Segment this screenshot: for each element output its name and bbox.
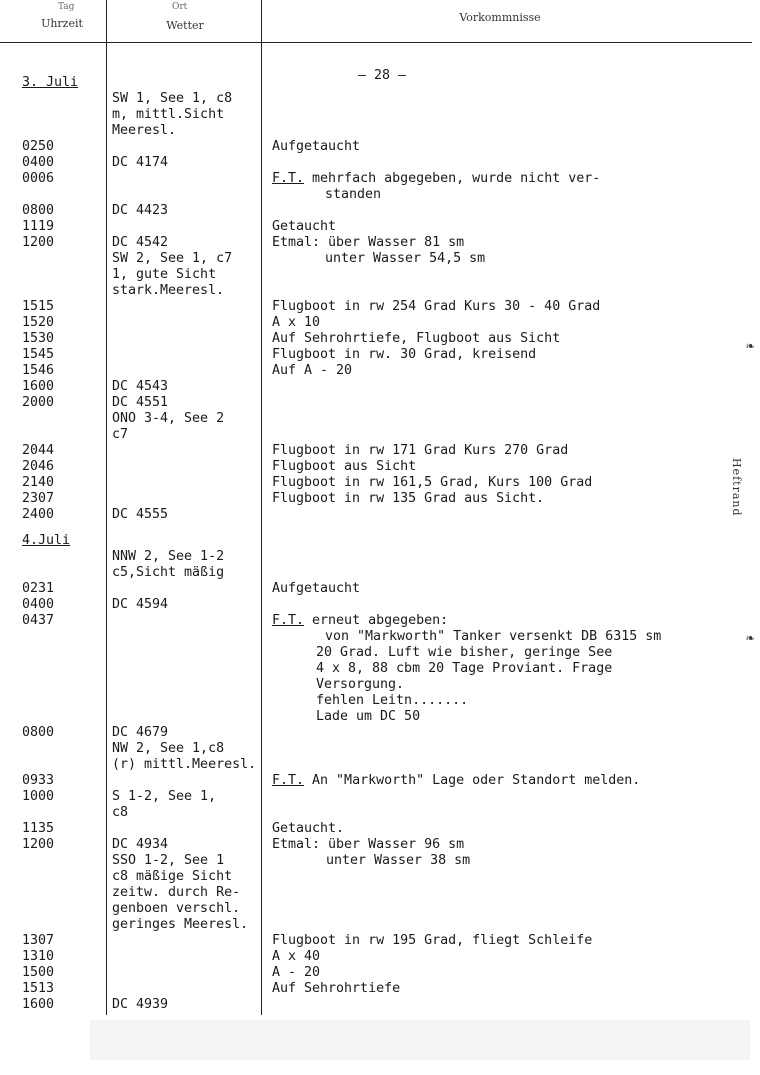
- entry-event: Versorgung.: [316, 677, 405, 692]
- entry-event: von "Markworth" Tanker versenkt DB 6315 sm: [325, 629, 662, 644]
- entry-weather: genboen verschl.: [112, 901, 241, 916]
- entry-time: 2046: [22, 459, 55, 474]
- entry-weather: SW 2, See 1, c7: [112, 251, 233, 266]
- entry-event: F.T. An "Markworth" Lage oder Standort melden.: [272, 773, 641, 788]
- entry-time: 2140: [22, 475, 55, 490]
- entry-weather: geringes Meeresl.: [112, 917, 249, 932]
- header-place: Ort: [172, 2, 188, 12]
- entry-event: Flugboot in rw 254 Grad Kurs 30 - 40 Grad: [272, 299, 601, 314]
- entry-time: 2400: [22, 507, 55, 522]
- entry-time: 1119: [22, 219, 55, 234]
- entry-event: Getaucht: [272, 219, 337, 234]
- entry-event: 20 Grad. Luft wie bisher, geringe See: [316, 645, 613, 660]
- entry-time: 0231: [22, 581, 55, 596]
- entry-time: 0933: [22, 773, 55, 788]
- entry-event: Flugboot in rw 171 Grad Kurs 270 Grad: [272, 443, 569, 458]
- entry-event: unter Wasser 54,5 sm: [325, 251, 486, 266]
- entry-weather: 1, gute Sicht: [112, 267, 217, 282]
- entry-weather: Meeresl.: [112, 123, 177, 138]
- entry-time: 0437: [22, 613, 55, 628]
- entry-event: Etmal: über Wasser 81 sm: [272, 235, 465, 250]
- entry-event: Flugboot aus Sicht: [272, 459, 417, 474]
- entry-event: A x 40: [272, 949, 321, 964]
- page-number: — 28 —: [358, 68, 407, 83]
- entry-event: Flugboot in rw 135 Grad aus Sicht.: [272, 491, 545, 506]
- entry-time: 1200: [22, 837, 55, 852]
- punch-mark-icon: ❧: [746, 630, 755, 646]
- entry-time: 0800: [22, 203, 55, 218]
- entry-time: 1500: [22, 965, 55, 980]
- entry-time: 2307: [22, 491, 55, 506]
- header-time: Uhrzeit: [41, 17, 83, 30]
- entry-weather: DC 4174: [112, 155, 169, 170]
- entry-weather: c8: [112, 805, 129, 820]
- entry-time: 1530: [22, 331, 55, 346]
- entry-event: Etmal: über Wasser 96 sm: [272, 837, 465, 852]
- entry-weather: NNW 2, See 1-2: [112, 549, 225, 564]
- entry-time: 0800: [22, 725, 55, 740]
- entry-event: Auf Sehrohrtiefe, Flugboot aus Sicht: [272, 331, 561, 346]
- entry-weather: DC 4551: [112, 395, 169, 410]
- entry-event: F.T. erneut abgegeben:: [272, 613, 449, 628]
- column-divider-right: [261, 0, 262, 1015]
- entry-weather: (r) mittl.Meeresl.: [112, 757, 257, 772]
- header-weather: Wetter: [166, 19, 204, 32]
- entry-weather: zeitw. durch Re-: [112, 885, 241, 900]
- entry-time: 1310: [22, 949, 55, 964]
- entry-weather: SW 1, See 1, c8: [112, 91, 233, 106]
- entry-time: 1307: [22, 933, 55, 948]
- header-rule: [0, 42, 752, 43]
- entry-time: 0250: [22, 139, 55, 154]
- entry-event: Flugboot in rw 195 Grad, fliegt Schleife: [272, 933, 593, 948]
- entry-time: 1000: [22, 789, 55, 804]
- entry-time: 1520: [22, 315, 55, 330]
- entry-event: A x 10: [272, 315, 321, 330]
- entry-date: 4.Juli: [22, 533, 71, 548]
- entry-event: Aufgetaucht: [272, 139, 361, 154]
- entry-weather: DC 4555: [112, 507, 169, 522]
- punch-mark-icon: ❧: [746, 338, 755, 354]
- entry-time: 1545: [22, 347, 55, 362]
- entry-weather: SSO 1-2, See 1: [112, 853, 225, 868]
- entry-time: 1546: [22, 363, 55, 378]
- entry-time: 1200: [22, 235, 55, 250]
- entry-weather: m, mittl.Sicht: [112, 107, 225, 122]
- entry-weather: DC 4543: [112, 379, 169, 394]
- entry-weather: DC 4542: [112, 235, 169, 250]
- entry-weather: c8 mäßige Sicht: [112, 869, 233, 884]
- column-divider-left: [106, 0, 107, 1015]
- entry-event: 4 x 8, 88 cbm 20 Tage Proviant. Frage: [316, 661, 613, 676]
- entry-event: Flugboot in rw. 30 Grad, kreisend: [272, 347, 537, 362]
- entry-weather: DC 4939: [112, 997, 169, 1012]
- entry-weather: DC 4679: [112, 725, 169, 740]
- entry-time: 0006: [22, 171, 55, 186]
- scan-noise: [90, 1020, 750, 1060]
- entry-event: Lade um DC 50: [316, 709, 421, 724]
- entry-weather: S 1-2, See 1,: [112, 789, 217, 804]
- entry-time: 1515: [22, 299, 55, 314]
- entry-event: unter Wasser 38 sm: [326, 853, 471, 868]
- entry-time: 0400: [22, 155, 55, 170]
- entry-weather: ONO 3-4, See 2: [112, 411, 225, 426]
- entry-event: Flugboot in rw 161,5 Grad, Kurs 100 Grad: [272, 475, 593, 490]
- entry-event: Auf A - 20: [272, 363, 353, 378]
- entry-time: 1600: [22, 379, 55, 394]
- entry-time: 1135: [22, 821, 55, 836]
- entry-time: 2000: [22, 395, 55, 410]
- entry-event: fehlen Leitn.......: [316, 693, 469, 708]
- entry-event: F.T. mehrfach abgegeben, wurde nicht ver-: [272, 171, 601, 186]
- entry-weather: stark.Meeresl.: [112, 283, 225, 298]
- entry-weather: DC 4423: [112, 203, 169, 218]
- entry-time: 1513: [22, 981, 55, 996]
- header-events: Vorkommnisse: [459, 11, 541, 24]
- entry-weather: c7: [112, 427, 129, 442]
- entry-event: A - 20: [272, 965, 321, 980]
- entry-date: 3. Juli: [22, 75, 79, 90]
- entry-time: 1600: [22, 997, 55, 1012]
- entry-weather: c5,Sicht mäßig: [112, 565, 225, 580]
- entry-time: 2044: [22, 443, 55, 458]
- entry-time: 0400: [22, 597, 55, 612]
- header-day: Tag: [58, 2, 75, 12]
- entry-event: Aufgetaucht: [272, 581, 361, 596]
- entry-event: Auf Sehrohrtiefe: [272, 981, 401, 996]
- entry-event: standen: [325, 187, 382, 202]
- margin-label: Heftrand: [730, 458, 743, 517]
- entry-event: Getaucht.: [272, 821, 345, 836]
- entry-weather: DC 4594: [112, 597, 169, 612]
- entry-weather: DC 4934: [112, 837, 169, 852]
- entry-weather: NW 2, See 1,c8: [112, 741, 225, 756]
